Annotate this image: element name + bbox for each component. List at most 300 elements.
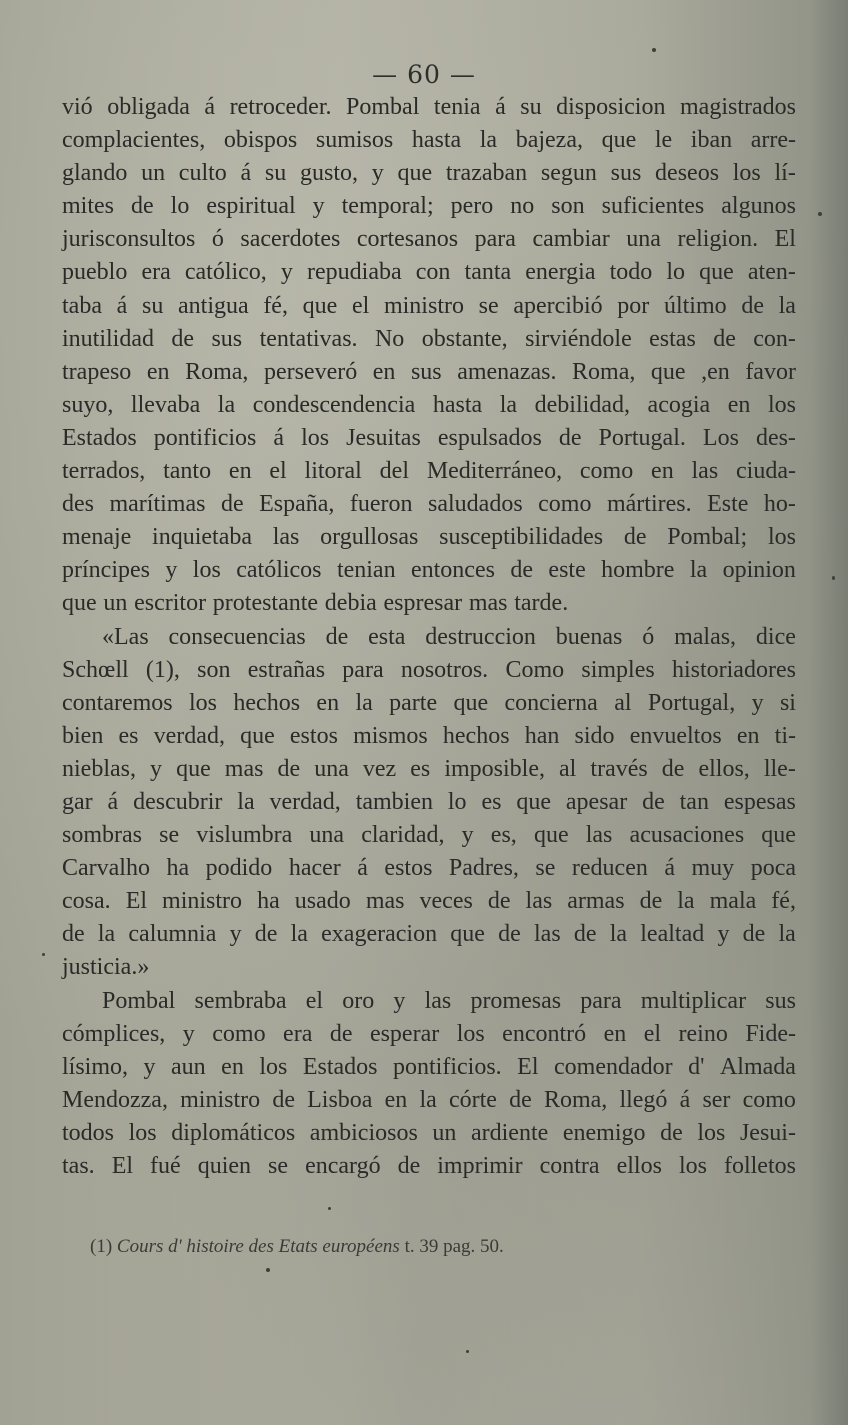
word: se (478, 292, 499, 319)
word: la (97, 921, 116, 948)
text-line (62, 223, 796, 256)
word: amenazas. (457, 358, 557, 385)
word: perseveró (263, 358, 358, 385)
word: de (510, 557, 534, 584)
paper-speck (832, 576, 835, 580)
word: de (272, 1086, 295, 1113)
word: marítimas (109, 491, 206, 518)
text-line (62, 720, 796, 753)
word: glando (62, 160, 128, 187)
word: todos (62, 1119, 115, 1146)
word: al (559, 755, 577, 782)
word: es, (490, 822, 517, 849)
word: de (509, 1086, 532, 1113)
word: tas. (62, 1153, 95, 1179)
text-line (62, 1150, 796, 1183)
word: aun (171, 1053, 206, 1080)
word: promesas (470, 987, 562, 1014)
word: los (259, 1053, 288, 1080)
word: pueblo (62, 259, 128, 286)
word: verdad, (153, 722, 225, 749)
word: en (146, 358, 170, 385)
word: un (141, 160, 166, 187)
text-line (62, 687, 796, 720)
word: de (573, 921, 597, 948)
word: y (280, 259, 293, 286)
paper-speck (328, 1207, 331, 1210)
text-line (62, 389, 796, 422)
text-line (62, 290, 796, 323)
word: No (374, 325, 405, 352)
paper-speck (652, 48, 656, 52)
word: folletos (723, 1153, 796, 1179)
page-edge-shadow (810, 0, 848, 1425)
word: y (165, 557, 178, 584)
text-line (62, 488, 796, 521)
word: príncipes (62, 557, 150, 584)
word: taba (62, 292, 102, 319)
word: los (301, 424, 330, 451)
word: esta (368, 623, 406, 650)
word: el (351, 292, 370, 319)
word: claridad, (361, 822, 445, 849)
word: entonces (410, 557, 495, 584)
word: le (654, 127, 673, 154)
word: de (329, 1020, 353, 1047)
word: inquietaba (152, 524, 252, 551)
word: de (741, 292, 764, 319)
word: de (639, 888, 663, 915)
footnote-marker: (1) (90, 1236, 113, 1257)
word: que (302, 292, 338, 319)
word: de (623, 524, 647, 551)
word: reducen (571, 855, 648, 882)
paper-speck (818, 212, 822, 216)
word: esperar (369, 1020, 440, 1047)
word: las (424, 987, 452, 1014)
word: córte (448, 1086, 497, 1113)
word: los (767, 524, 796, 551)
text-line (62, 819, 796, 852)
word: los (767, 391, 796, 418)
word: gar (62, 788, 93, 815)
text-line (62, 455, 796, 488)
word: aten- (747, 259, 796, 286)
word: hasta (432, 391, 483, 418)
word: Schœll (62, 656, 129, 683)
word: á (107, 788, 119, 815)
word: la (217, 391, 236, 418)
word: ó (211, 226, 224, 253)
word: (1), (145, 656, 180, 683)
word: de (487, 888, 511, 915)
word: repudiaba (307, 259, 402, 286)
word: arre- (750, 127, 796, 154)
word: una (309, 822, 345, 849)
word: protestante (212, 590, 319, 617)
word: la (499, 391, 518, 418)
word: todo (609, 259, 653, 286)
word: destruccion (425, 623, 536, 650)
word: opinion (722, 557, 796, 584)
text-line (62, 124, 796, 157)
word: católicos (236, 557, 322, 584)
word: la (290, 921, 308, 948)
word: que (240, 722, 275, 749)
word: ha (166, 855, 190, 882)
text-line (62, 786, 796, 819)
word: armas (567, 888, 625, 915)
word: lle- (763, 755, 796, 782)
paper-speck (42, 953, 45, 956)
word: contaremos (62, 689, 173, 716)
word: ellos, (698, 755, 750, 782)
word: cortesanos (356, 226, 459, 253)
word: bajeza, (515, 127, 583, 154)
word: Roma, (543, 1086, 608, 1113)
word: que (62, 590, 97, 617)
word: mismos (353, 722, 428, 749)
word: religion. (677, 226, 759, 253)
word: historiadores (671, 656, 796, 683)
word: tentativas. (259, 325, 358, 352)
text-line (62, 157, 796, 190)
word: podido (205, 855, 273, 882)
word: de (131, 193, 154, 220)
text-line (62, 422, 796, 455)
word: de (325, 623, 349, 650)
text-line (62, 654, 796, 687)
word: que (601, 127, 637, 154)
word: de (254, 921, 278, 948)
word: los (192, 557, 221, 584)
word: la (778, 292, 796, 319)
word: de (558, 424, 582, 451)
word: ministro (162, 888, 243, 915)
word: fé, (771, 888, 796, 915)
word: Los (702, 424, 739, 451)
paper-speck (266, 1268, 270, 1272)
word: ti- (774, 722, 796, 749)
word: la (689, 557, 708, 584)
word: un (432, 1119, 457, 1146)
word: orgullosas (320, 524, 419, 551)
word: las (585, 822, 613, 849)
word: obligada (107, 94, 190, 120)
paper-speck (466, 1350, 469, 1353)
word: católico, (184, 259, 267, 286)
word: y (371, 160, 384, 187)
word: ministro (180, 1086, 261, 1113)
word: bien (62, 722, 104, 749)
word: Mediterráneo, (426, 458, 563, 485)
word: lísimo, (62, 1053, 129, 1080)
word: envueltos (629, 722, 722, 749)
word: sido (574, 722, 615, 749)
word: de (713, 325, 736, 352)
word: debilidad, (534, 391, 630, 418)
word: susceptibilidades (439, 524, 604, 551)
word: antigua (178, 292, 249, 319)
word: era (283, 1020, 313, 1047)
word: que (699, 259, 734, 286)
word: pontificios (153, 424, 257, 451)
word: sus (410, 358, 442, 385)
word: buenas (555, 623, 623, 650)
word: de (498, 921, 521, 948)
word: sembraba (194, 987, 287, 1014)
word: en (727, 391, 751, 418)
word: de (642, 788, 665, 815)
word: jurisconsultos (62, 226, 196, 253)
word: dice (755, 623, 796, 650)
text-line (62, 521, 796, 554)
word: en (651, 458, 674, 485)
word: estos (384, 855, 433, 882)
text-line (62, 91, 796, 124)
word: Jesui- (739, 1119, 796, 1146)
word: pero (450, 193, 494, 220)
word: en (372, 358, 396, 385)
word: sumisos (315, 127, 394, 154)
word: que (176, 755, 211, 782)
word: que (650, 358, 686, 385)
word: á (679, 1086, 691, 1113)
word: ellos (616, 1153, 662, 1179)
footnote-title: Cours d' histoire des Etats européens (116, 1236, 400, 1257)
word: á (116, 292, 128, 319)
word: Portugal. (598, 424, 686, 451)
word: á (240, 160, 252, 187)
word: usado (294, 888, 351, 915)
word: y (717, 921, 730, 948)
word: Pombal; (667, 524, 748, 551)
text-line (62, 1117, 796, 1150)
word: tambien (355, 788, 433, 815)
word: que (453, 689, 489, 716)
word: temporal; (341, 193, 434, 220)
word: hasta (411, 127, 462, 154)
word: los (678, 1153, 707, 1179)
word: al (614, 689, 632, 716)
word: comendador (554, 1053, 673, 1080)
text-line (62, 985, 796, 1018)
word: como (538, 491, 592, 518)
word: en (221, 1053, 244, 1080)
word: ó (642, 623, 655, 650)
body-text (62, 91, 796, 1183)
word: que (516, 788, 551, 815)
word: d' (688, 1053, 705, 1080)
word: la (609, 921, 628, 948)
word: menaje (62, 524, 132, 551)
word: el (305, 987, 324, 1014)
word: acusaciones (629, 822, 745, 849)
word: terrados, (62, 458, 146, 485)
footnote (90, 1236, 504, 1258)
word: hacer (288, 855, 341, 882)
word: sus (211, 325, 243, 352)
word: se (535, 855, 556, 882)
footnote-reference: t. 39 pag. 50. (404, 1236, 504, 1257)
word: vez (362, 755, 397, 782)
word: á (664, 855, 676, 882)
word: disposicion (556, 94, 666, 120)
word: El (125, 888, 148, 915)
word: tarde. (514, 590, 569, 617)
word: Jesuitas (346, 424, 421, 451)
word: fueron (349, 491, 413, 518)
word: y (182, 1020, 195, 1047)
word: y (312, 193, 325, 220)
word: en (384, 1086, 408, 1113)
word: magistrados (680, 94, 796, 120)
word: y (461, 822, 474, 849)
word: cómplices, (62, 1020, 166, 1047)
word: segun (540, 160, 597, 187)
word: que (397, 160, 433, 187)
word: ardiente (470, 1119, 549, 1146)
word: y (751, 689, 764, 716)
word: malas, (674, 623, 737, 650)
word: llevaba (130, 391, 201, 418)
word: los (456, 1020, 485, 1047)
word: energia (525, 259, 596, 286)
word: de (277, 755, 301, 782)
word: sombras (62, 822, 142, 849)
word: y (229, 921, 242, 948)
word: debia (324, 590, 377, 617)
word: El (111, 1153, 134, 1179)
word: tan (679, 788, 709, 815)
word: lealtad (640, 921, 705, 948)
word: con (415, 259, 451, 286)
word: su (520, 94, 542, 120)
word: lo (170, 193, 190, 220)
word: llegó (619, 1086, 668, 1113)
word: el (643, 1020, 662, 1047)
word: Portugal, (647, 689, 736, 716)
word: retroceder. (229, 94, 332, 120)
word: imprimir (437, 1153, 523, 1179)
word: la (237, 788, 255, 815)
word: la (479, 127, 498, 154)
word: trazaban (445, 160, 528, 187)
word: calumnia (128, 921, 217, 948)
word: la (778, 921, 796, 948)
word: Este (707, 491, 749, 518)
text-line (62, 256, 796, 289)
word: de (742, 921, 766, 948)
text-line (62, 885, 796, 918)
word: des- (755, 424, 796, 451)
text-line (62, 918, 796, 951)
word: su (264, 160, 287, 187)
text-line (62, 554, 796, 587)
word: era (141, 259, 171, 286)
word: des (62, 491, 94, 518)
word: Lisboa (307, 1086, 373, 1113)
word: que (761, 822, 796, 849)
word: es (481, 788, 502, 815)
word: lo (666, 259, 686, 286)
word: sus (765, 987, 796, 1014)
word: han (524, 722, 560, 749)
word: Padres, (448, 855, 519, 882)
word: apercibió (513, 292, 603, 319)
text-line (62, 587, 796, 620)
word: de (660, 1119, 683, 1146)
word: justicia.» (62, 954, 150, 981)
word: á (495, 94, 506, 120)
word: pontificios. (393, 1053, 502, 1080)
word: Estados (302, 1053, 378, 1080)
word: mas (365, 888, 405, 915)
word: favor (745, 358, 796, 385)
word: muy (691, 855, 735, 882)
word: los (697, 1119, 726, 1146)
word: imposible, (444, 755, 545, 782)
word: mites (62, 193, 114, 220)
word: á (204, 94, 216, 120)
word: Como (505, 656, 565, 683)
word: espiritual (206, 193, 296, 220)
word: del (379, 458, 409, 485)
text-line (62, 951, 796, 984)
word: no (510, 193, 535, 220)
word: en (228, 458, 252, 485)
word: y (143, 1053, 156, 1080)
word: sus (610, 160, 642, 187)
word: multiplicar (640, 987, 747, 1014)
word: con- (753, 325, 796, 352)
word: culto (178, 160, 227, 187)
word: que (533, 822, 569, 849)
word: ,en (701, 358, 730, 385)
word: inutilidad (62, 325, 154, 352)
word: vió (62, 94, 93, 120)
word: estos (289, 722, 338, 749)
text-line (62, 190, 796, 223)
word: suficientes (601, 193, 705, 220)
word: diplomáticos (171, 1119, 296, 1146)
word: encontró (502, 1020, 587, 1047)
word: en (316, 689, 340, 716)
word: nieblas, (62, 755, 136, 782)
word: para (342, 656, 384, 683)
word: El (774, 226, 796, 253)
word: enemigo (562, 1119, 646, 1146)
text-line (62, 356, 796, 389)
word: estas (649, 325, 696, 352)
text-line (62, 323, 796, 356)
word: apesar (565, 788, 628, 815)
word: que (450, 921, 485, 948)
word: la (419, 1086, 437, 1113)
word: deseos (655, 160, 720, 187)
word: iban (690, 127, 733, 154)
word: como (579, 458, 634, 485)
word: sacerdotes (240, 226, 341, 253)
word: parte (389, 689, 438, 716)
text-line (62, 1084, 796, 1117)
word: reino (678, 1020, 728, 1047)
word: se (268, 1153, 289, 1179)
text-line (62, 852, 796, 885)
word: y (150, 755, 163, 782)
word: los (128, 1119, 157, 1146)
word: en (603, 1020, 627, 1047)
